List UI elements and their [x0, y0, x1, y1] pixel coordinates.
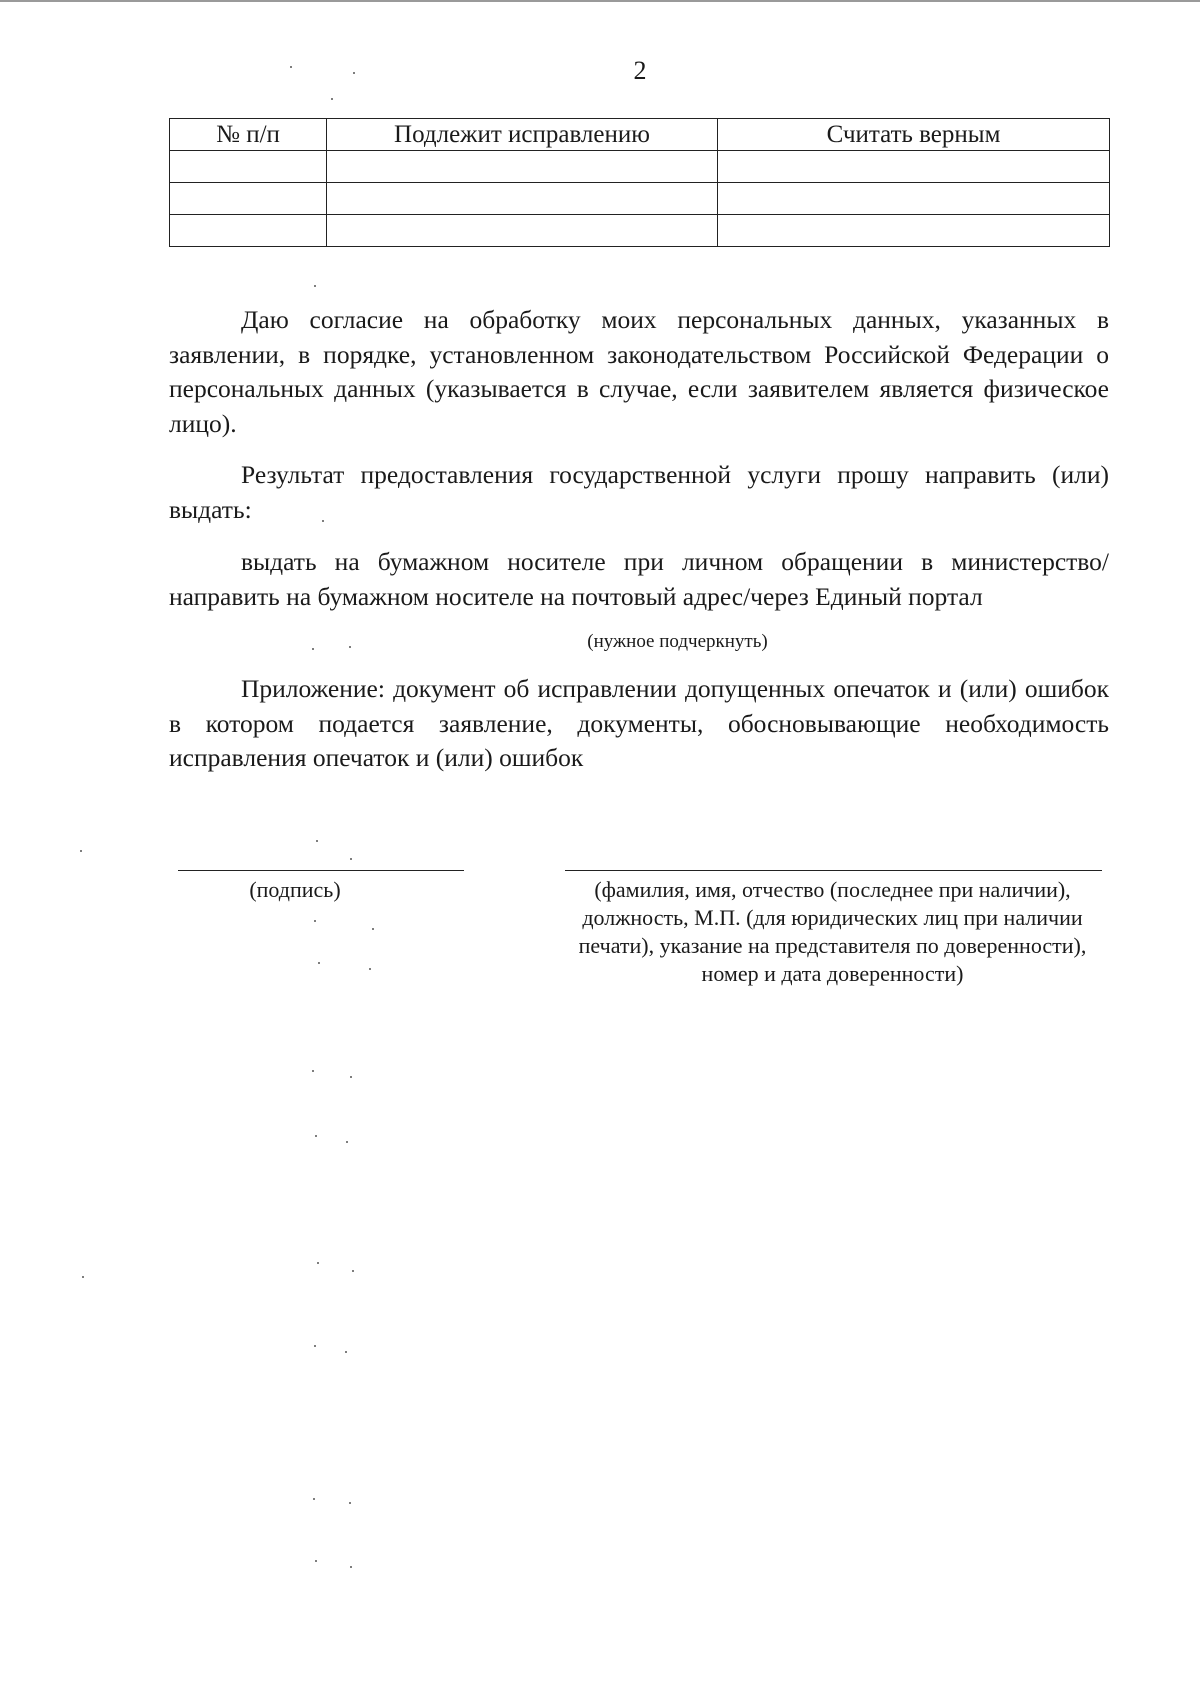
attachment-paragraph: Приложение: документ об исправлении допущенных опечаток и (или) ошибок в котором подается заявление, документы, обосновывающие необходимость исправления опечаток и (или) ошибок: [169, 674, 1109, 772]
delivery-options-paragraph: выдать на бумажном носителе при личном обращении в министерство/ направить на бумажном носителе на почтовый адрес/через Единый портал: [169, 547, 1109, 611]
column-header-to-correct: Подлежит исправлению: [327, 119, 718, 151]
table-cell: [718, 183, 1110, 215]
name-position-caption: (фамилия, имя, отчество (последнее при наличии), должность, М.П. (для юридических лиц при наличии печати), указание на представителя по доверенности), номер и дата доверенности): [578, 877, 1087, 986]
table-cell: [170, 151, 327, 183]
table-cell: [327, 151, 718, 183]
table-cell: [170, 183, 327, 215]
scan-top-edge: [0, 0, 1200, 2]
signature-line: [178, 870, 464, 871]
table-cell: [718, 151, 1110, 183]
column-header-number: № п/п: [170, 119, 327, 151]
table-cell: [718, 215, 1110, 247]
name-position-line: [565, 870, 1102, 871]
underline-note: (нужное подчеркнуть): [587, 631, 768, 652]
table-row: [170, 151, 1110, 183]
corrections-table: [169, 118, 1110, 247]
table-cell: [327, 183, 718, 215]
page-number: 2: [633, 56, 647, 85]
table-row: [170, 215, 1110, 247]
table-cell: [327, 215, 718, 247]
table-row: [170, 183, 1110, 215]
table-header-row: [170, 119, 1110, 151]
consent-paragraph: Даю согласие на обработку моих персональных данных, указанных в заявлении, в порядке, установленном законодательством Российской Федерации о персональных данных (указывается в случае, если заявителем является физическое лицо).: [169, 305, 1109, 438]
signature-caption: (подпись): [249, 877, 341, 902]
table-cell: [170, 215, 327, 247]
column-header-correct-value: Считать верным: [718, 119, 1110, 151]
result-request-paragraph: Результат предоставления государственной услуги прошу направить (или) выдать:: [169, 460, 1109, 524]
